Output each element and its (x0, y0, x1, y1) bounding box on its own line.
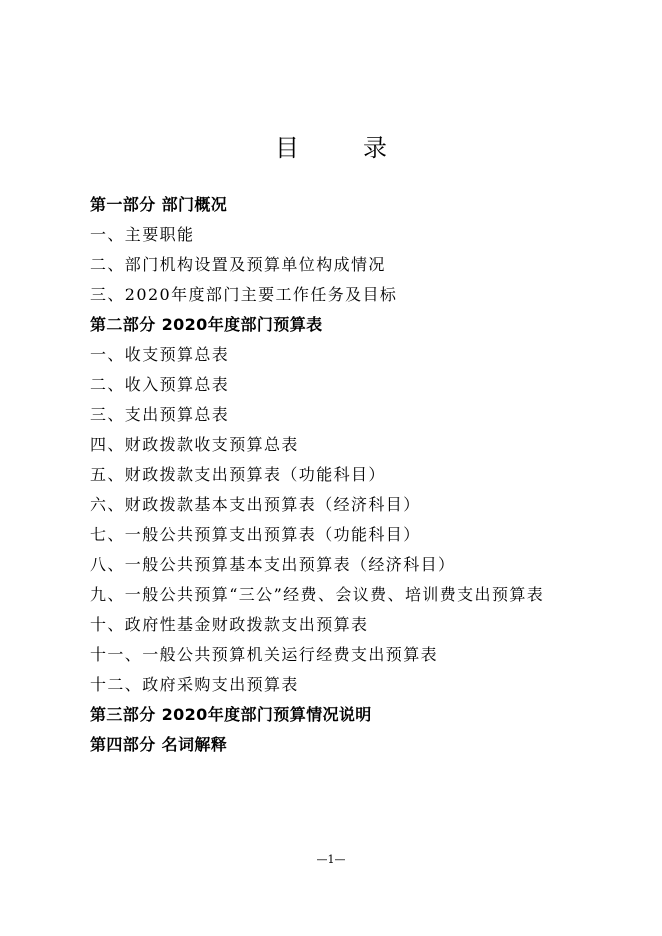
toc-part-heading: 第二部分 2020年度部门预算表 (90, 315, 323, 334)
toc-item: 二、部门机构设置及预算单位构成情况 (90, 255, 386, 274)
toc-item: 八、一般公共预算基本支出预算表（经济科目） (90, 555, 456, 574)
toc-item: 二、收入预算总表 (90, 375, 230, 394)
page-number: —1— (316, 853, 346, 866)
toc-item: 十、政府性基金财政拨款支出预算表 (90, 615, 369, 634)
toc-item: 一、主要职能 (90, 225, 195, 244)
toc-item: 七、一般公共预算支出预算表（功能科目） (90, 525, 421, 544)
toc-item: 一、收支预算总表 (90, 345, 230, 364)
toc-item: 十一、一般公共预算机关运行经费支出预算表 (90, 645, 439, 664)
toc-part-heading: 第三部分 2020年度部门预算情况说明 (90, 705, 372, 724)
toc-part-heading: 第一部分 部门概况 (90, 195, 228, 214)
toc-item: 四、财政拨款收支预算总表 (90, 435, 299, 454)
toc-item: 三、支出预算总表 (90, 405, 230, 424)
toc-item: 五、财政拨款支出预算表（功能科目） (90, 465, 386, 484)
toc-part-heading: 第四部分 名词解释 (90, 735, 228, 754)
page-title: 目 录 (275, 134, 407, 162)
table-of-contents (90, 190, 610, 760)
toc-item: 三、2020年度部门主要工作任务及目标 (90, 285, 398, 304)
toc-item: 十二、政府采购支出预算表 (90, 675, 299, 694)
toc-item: 九、一般公共预算“三公”经费、会议费、培训费支出预算表 (90, 585, 545, 604)
toc-item: 六、财政拨款基本支出预算表（经济科目） (90, 495, 421, 514)
